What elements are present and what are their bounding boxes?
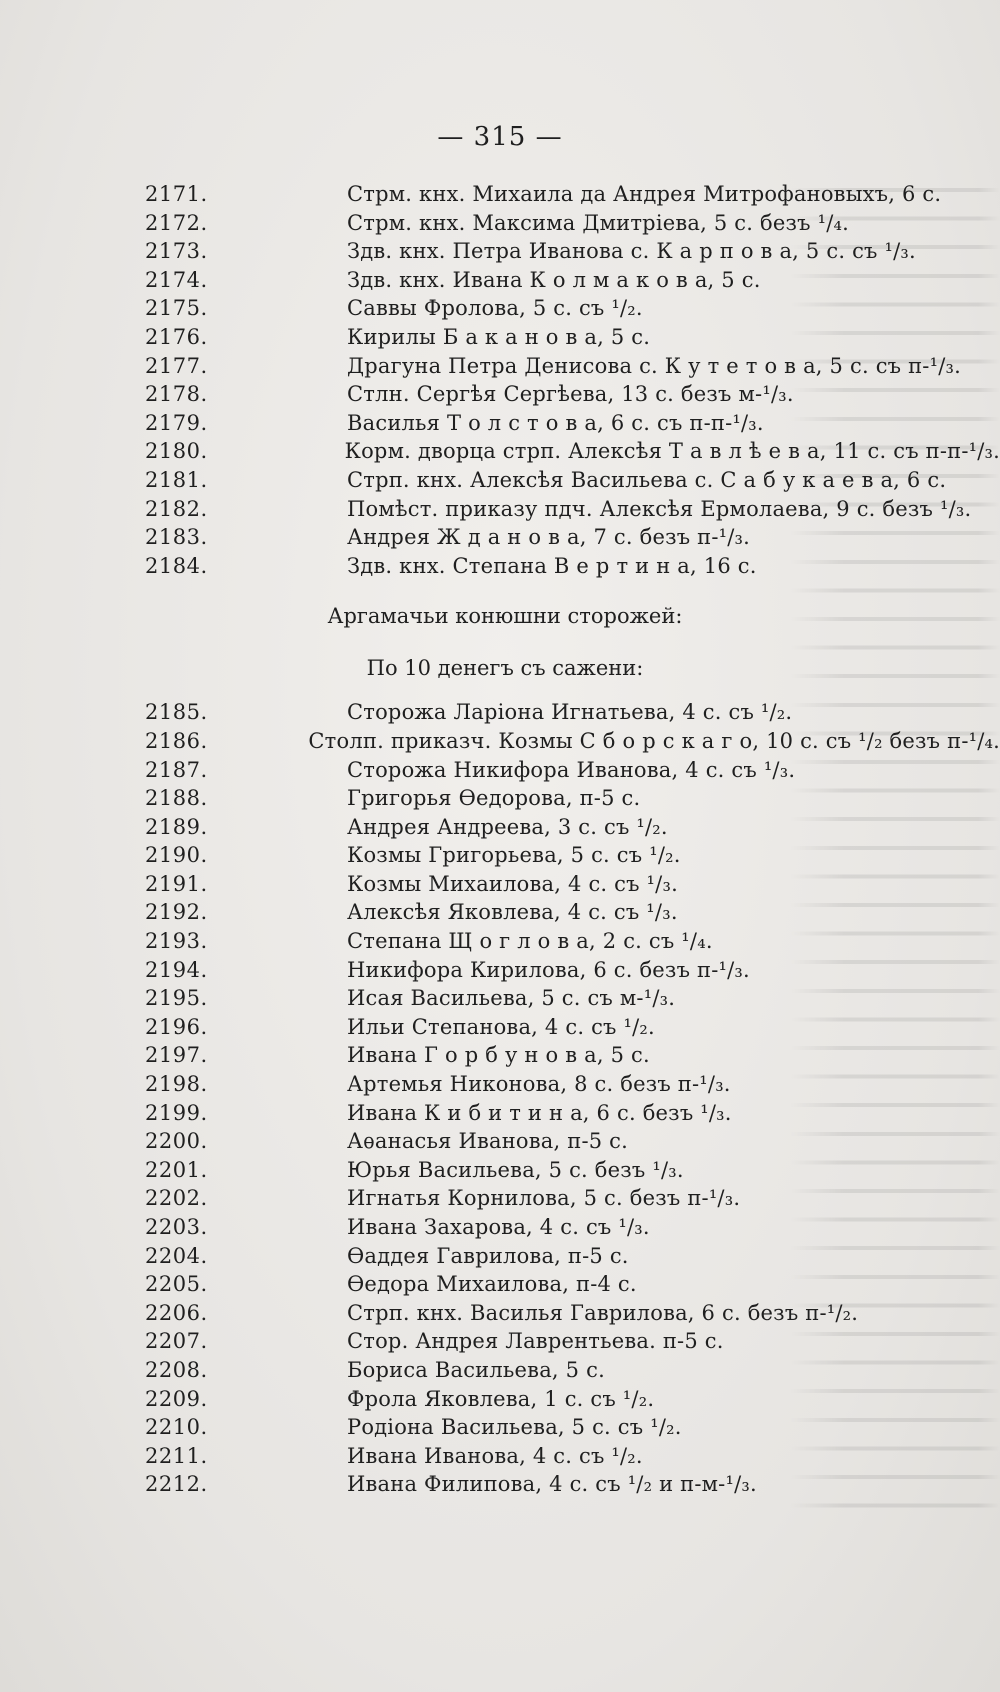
entry-text: Стрп. кнх. Василья Гаврилова, 6 с. безъ п-¹/₂. <box>347 1300 859 1325</box>
entry-text: Родіона Васильева, 5 с. съ ¹/₂. <box>347 1415 682 1440</box>
entry-text: Никифора Кирилова, 6 с. безъ п-¹/₃. <box>347 957 750 982</box>
entries-section-one <box>0 180 1000 580</box>
entry-row <box>0 813 1000 842</box>
entry-text: Стлн. Сергѣя Сергѣева, 13 с. безъ м-¹/₃. <box>347 382 794 407</box>
page-number: — 315 — <box>437 122 563 152</box>
entry-number: 2185. <box>145 700 208 725</box>
entry-row <box>0 1299 1000 1328</box>
entry-number: 2194. <box>145 957 208 982</box>
entry-row <box>0 495 1000 524</box>
entry-number: 2175. <box>145 296 208 321</box>
entry-row <box>0 756 1000 785</box>
entry-row <box>0 1127 1000 1156</box>
entry-number: 2208. <box>145 1357 208 1382</box>
entry-text: Ивана Филипова, 4 с. съ ¹/₂ и п-м-¹/₃. <box>347 1472 757 1497</box>
section-heading: Аргамачьи конюшни сторожей: <box>327 604 683 629</box>
entry-number: 2187. <box>145 757 208 782</box>
entry-row <box>0 727 1000 756</box>
entry-row <box>0 323 1000 352</box>
entry-row <box>0 956 1000 985</box>
entry-text: Андрея Андреева, 3 с. съ ¹/₂. <box>347 814 668 839</box>
entry-number: 2189. <box>145 814 208 839</box>
entry-text: Сторожа Ларіона Игнатьева, 4 с. съ ¹/₂. <box>347 700 793 725</box>
entry-text: Помѣст. приказу пдч. Алексѣя Ермолаева, 9 с. безъ ¹/₃. <box>347 496 972 521</box>
entry-row <box>0 180 1000 209</box>
entry-number: 2180. <box>145 439 208 464</box>
entry-row <box>0 1041 1000 1070</box>
entry-number: 2183. <box>145 525 208 550</box>
entry-text: Стрм. кнх. Михаила да Андрея Митрофановыхъ, 6 с. <box>347 182 942 206</box>
entry-text: Козмы Григорьева, 5 с. съ ¹/₂. <box>347 843 681 868</box>
entry-text: Аѳанасья Иванова, п-5 с. <box>347 1129 629 1154</box>
entry-number: 2177. <box>145 353 208 378</box>
entry-text: Сторожа Никифора Иванова, 4 с. съ ¹/₃. <box>347 757 796 782</box>
entry-row <box>0 1070 1000 1099</box>
entry-number: 2199. <box>145 1100 208 1125</box>
entry-number: 2174. <box>145 267 208 292</box>
entry-number: 2179. <box>145 410 208 435</box>
entry-text: Ивана Г о р б у н о в а, 5 с. <box>347 1043 650 1068</box>
entry-row <box>0 266 1000 295</box>
entry-number: 2211. <box>145 1443 208 1468</box>
entry-row <box>0 1442 1000 1471</box>
entry-number: 2206. <box>145 1300 208 1325</box>
entry-number: 2188. <box>145 786 208 811</box>
entry-number: 2181. <box>145 467 208 492</box>
entry-row <box>0 1213 1000 1242</box>
entry-number: 2209. <box>145 1386 208 1411</box>
entry-row <box>0 1470 1000 1499</box>
entry-number: 2191. <box>145 871 208 896</box>
entry-text: Кирилы Б а к а н о в а, 5 с. <box>347 324 651 349</box>
entry-number: 2190. <box>145 843 208 868</box>
entry-text: Стрп. кнх. Алексѣя Васильева с. С а б у к а е в а, 6 с. <box>347 467 947 492</box>
entry-number: 2178. <box>145 382 208 407</box>
entry-row <box>0 523 1000 552</box>
entry-number: 2193. <box>145 929 208 954</box>
entry-row <box>0 698 1000 727</box>
entry-row <box>0 1413 1000 1442</box>
entry-text: Степана Щ о г л о в а, 2 с. съ ¹/₄. <box>347 929 713 954</box>
entry-number: 2195. <box>145 986 208 1011</box>
entry-row <box>0 927 1000 956</box>
entry-number: 2172. <box>145 210 208 235</box>
entry-list <box>0 180 1000 1499</box>
entry-row <box>0 380 1000 409</box>
entry-number: 2173. <box>145 239 208 264</box>
entry-text: Исая Васильева, 5 с. съ м-¹/₃. <box>347 986 676 1011</box>
entry-text: Андрея Ж д а н о в а, 7 с. безъ п-¹/₃. <box>347 525 751 550</box>
entry-number: 2204. <box>145 1243 208 1268</box>
entry-text: Столп. приказч. Козмы С б о р с к а г о, 10 с. съ ¹/₂ безъ п-¹/₄. <box>308 728 1000 753</box>
entry-number: 2212. <box>145 1472 208 1497</box>
entry-number: 2186. <box>145 728 208 753</box>
entry-number: 2198. <box>145 1072 208 1097</box>
entry-row <box>0 1013 1000 1042</box>
entry-number: 2196. <box>145 1014 208 1039</box>
entry-row <box>0 1156 1000 1185</box>
entry-text: Бориса Васильева, 5 с. <box>347 1357 605 1382</box>
entry-text: Василья Т о л с т о в а, 6 с. съ п-п-¹/₃. <box>347 410 764 435</box>
entry-text: Стрм. кнх. Максима Дмитріева, 5 с. безъ ¹/₄. <box>347 210 849 235</box>
entry-text: Григорья Ѳедорова, п-5 с. <box>347 786 641 811</box>
entry-row <box>0 784 1000 813</box>
entry-text: Здв. кнх. Ивана К о л м а к о в а, 5 с. <box>347 267 761 292</box>
entry-number: 2182. <box>145 496 208 521</box>
entry-row <box>0 437 1000 466</box>
entry-text: Здв. кнх. Петра Иванова с. К а р п о в а, 5 с. съ ¹/₃. <box>347 239 916 264</box>
entry-row <box>0 1242 1000 1271</box>
entries-section-two <box>0 698 1000 1499</box>
entry-row <box>0 409 1000 438</box>
entry-row <box>0 1099 1000 1128</box>
section-subheading: По 10 денегъ съ сажени: <box>366 656 644 681</box>
entry-row <box>0 1327 1000 1356</box>
entry-number: 2205. <box>145 1272 208 1297</box>
entry-row <box>0 1385 1000 1414</box>
entry-text: Саввы Фролова, 5 с. съ ¹/₂. <box>347 296 643 321</box>
entry-number: 2197. <box>145 1043 208 1068</box>
entry-text: Стор. Андрея Лаврентьева. п-5 с. <box>347 1329 724 1354</box>
entry-text: Артемья Никонова, 8 с. безъ п-¹/₃. <box>347 1072 731 1097</box>
entry-number: 2184. <box>145 553 208 578</box>
entry-row <box>0 1270 1000 1299</box>
entry-text: Ѳаддея Гаврилова, п-5 с. <box>347 1243 629 1268</box>
entry-number: 2201. <box>145 1157 208 1182</box>
entry-number: 2203. <box>145 1215 208 1239</box>
entry-row <box>0 841 1000 870</box>
entry-number: 2176. <box>145 324 208 349</box>
entry-text: Драгуна Петра Денисова с. К у т е т о в а, 5 с. съ п-¹/₃. <box>347 353 961 378</box>
entry-number: 2202. <box>145 1186 208 1211</box>
entry-row <box>0 1356 1000 1385</box>
entry-row <box>0 870 1000 899</box>
entry-number: 2210. <box>145 1415 208 1440</box>
entry-row <box>0 466 1000 495</box>
entry-row <box>0 552 1000 581</box>
entry-text: Ѳедора Михаилова, п-4 с. <box>347 1272 637 1297</box>
entry-text: Здв. кнх. Степана В е р т и н а, 16 с. <box>347 553 757 578</box>
entry-row <box>0 237 1000 266</box>
entry-row <box>0 294 1000 323</box>
entry-number: 2171. <box>145 182 208 206</box>
entry-text: Корм. дворца стрп. Алексѣя Т а в л ѣ е в а, 11 с. съ п-п-¹/₃. <box>344 439 1000 464</box>
entry-text: Ивана К и б и т и н а, 6 с. безъ ¹/₃. <box>347 1100 732 1125</box>
entry-text: Ильи Степанова, 4 с. съ ¹/₂. <box>347 1014 655 1039</box>
entry-row <box>0 984 1000 1013</box>
entry-row <box>0 209 1000 238</box>
entry-row <box>0 352 1000 381</box>
entry-row <box>0 1184 1000 1213</box>
entry-text: Фрола Яковлева, 1 с. съ ¹/₂. <box>347 1386 655 1411</box>
entry-number: 2207. <box>145 1329 208 1354</box>
entry-text: Козмы Михаилова, 4 с. съ ¹/₃. <box>347 871 678 896</box>
entry-text: Ивана Иванова, 4 с. съ ¹/₂. <box>347 1443 643 1468</box>
entry-number: 2200. <box>145 1129 208 1154</box>
entry-text: Юрья Васильева, 5 с. безъ ¹/₃. <box>347 1157 684 1182</box>
entry-text: Алексѣя Яковлева, 4 с. съ ¹/₃. <box>347 900 678 925</box>
entry-row <box>0 898 1000 927</box>
entry-number: 2192. <box>145 900 208 925</box>
entry-text: Игнатья Корнилова, 5 с. безъ п-¹/₃. <box>347 1186 741 1211</box>
entry-text: Ивана Захарова, 4 с. съ ¹/₃. <box>347 1215 650 1239</box>
